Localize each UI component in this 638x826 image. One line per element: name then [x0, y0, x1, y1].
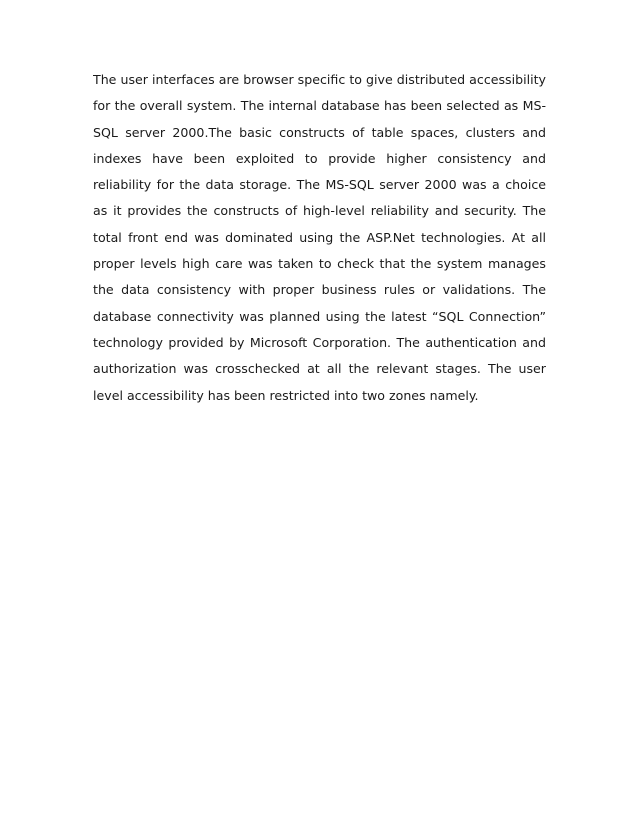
- paragraph-line: for the overall system. The internal database has been selected as MS-: [93, 98, 546, 114]
- paragraph-line: proper levels high care was taken to check that the system manages: [93, 256, 546, 272]
- paragraph-line: as it provides the constructs of high-level reliability and security. The: [93, 203, 546, 219]
- paragraph-line: SQL server 2000.The basic constructs of table spaces, clusters and: [93, 124, 546, 140]
- paragraph-line: total front end was dominated using the ASP.Net technologies. At all: [93, 229, 546, 245]
- paragraph-line: authorization was crosschecked at all the relevant stages. The user: [93, 361, 546, 377]
- paragraph-line: level accessibility has been restricted into two zones namely.: [93, 387, 479, 403]
- paragraph-line: the data consistency with proper business rules or validations. The: [93, 282, 546, 298]
- body-paragraph: [93, 67, 546, 409]
- paragraph-line: database connectivity was planned using the latest “SQL Connection”: [93, 308, 546, 324]
- paragraph-line: The user interfaces are browser specific to give distributed accessibility: [93, 72, 546, 87]
- paragraph-line: indexes have been exploited to provide higher consistency and: [93, 150, 546, 166]
- paragraph-line: technology provided by Microsoft Corporation. The authentication and: [93, 334, 546, 350]
- paragraph-line: reliability for the data storage. The MS-SQL server 2000 was a choice: [93, 177, 546, 193]
